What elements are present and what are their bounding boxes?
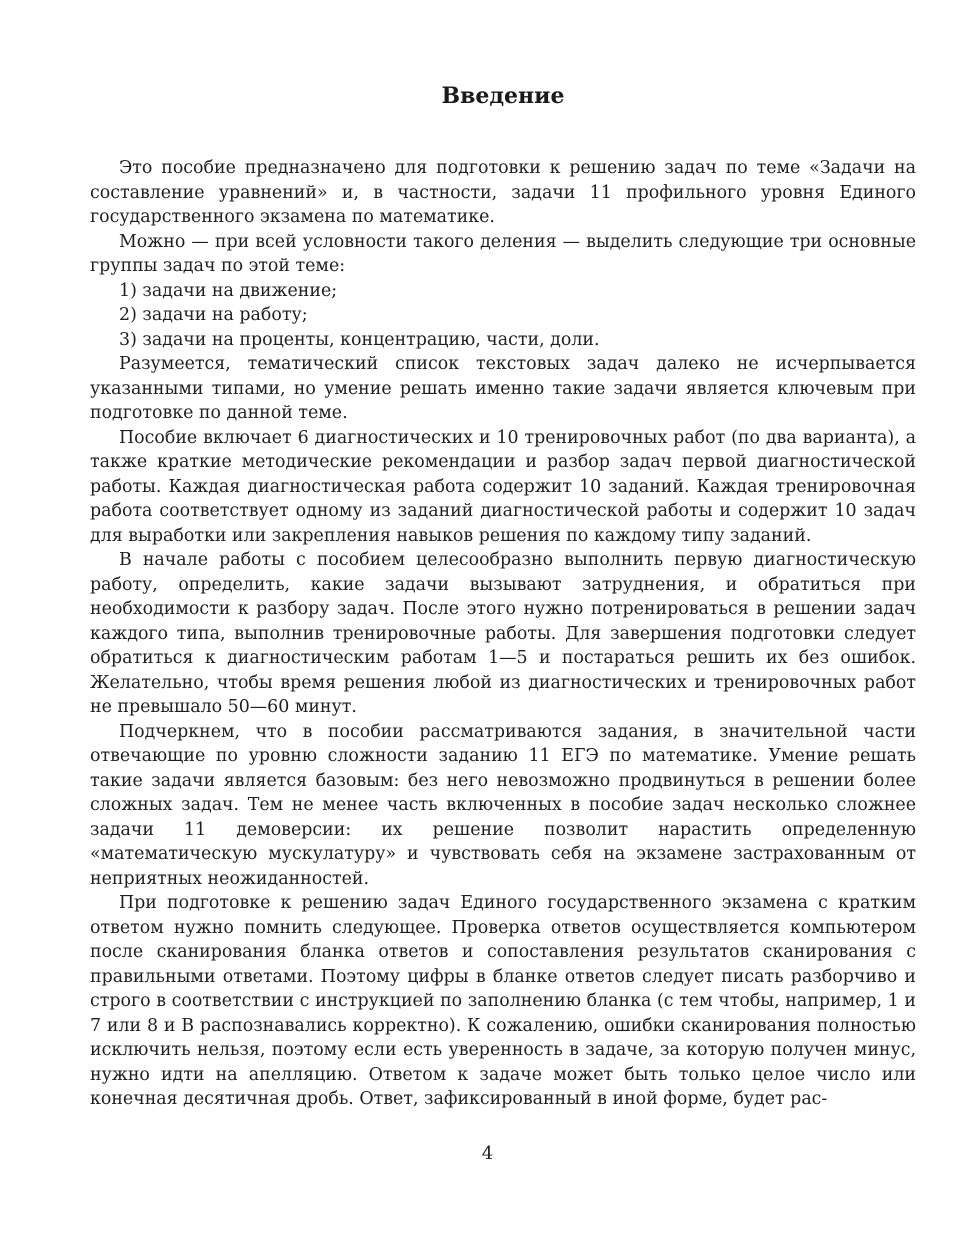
paragraph-method: В начале работы с пособием целесообразно выполнить первую диагностическую работу, определить, какие задачи вызывают затруднения, и обратиться при необходимости к разбору задач. После этого нужно потренироваться в решении задач каждого типа, выполнив тренировочные работы. Для завершения подготовки следует обратиться к диагностическим работам 1—5 и постараться решить их без ошибок. Желательно, чтобы время решения любой из диагностических и тренировочных работ не превышало 50—60 минут. bbox=[90, 550, 916, 717]
page-title: Введение bbox=[441, 83, 565, 109]
paragraph-types: Разумеется, тематический список текстовых задач далеко не исчерпывается указанными типами, но умение решать именно такие задачи является ключевым при подготовке по данной теме. bbox=[90, 354, 916, 423]
task-groups-list bbox=[90, 279, 916, 353]
paragraph-difficulty: Подчеркнем, что в пособии рассматриваются задания, в значительной части отвечающие по уровню сложности заданию 11 ЕГЭ по математике. Умение решать такие задачи является базовым: без него невозможно продвинуться в решении более сложных задач. Тем не менее часть включенных в пособие задач несколько сложнее задачи 11 демоверсии: их решение позволит нарастить определенную «математическую мускулатуру» и чувствовать себя на экзамене застрахованным от неприятных неожиданностей. bbox=[90, 721, 916, 889]
paragraph-contents: Пособие включает 6 диагностических и 10 тренировочных работ (по два варианта), а также краткие методические рекомендации и разбор задач первой диагностической работы. Каждая диагностическая работа содержит 10 заданий. Каждая тренировочная работа соответствует одному из заданий диагностической работы и содержит 10 задач для выработки или закрепления навыков решения по каждому типу заданий. bbox=[90, 427, 916, 546]
list-item: 2) задачи на работу; bbox=[119, 305, 308, 325]
list-item: 3) задачи на проценты, концентрацию, части, доли. bbox=[119, 329, 600, 350]
paragraph-exam-notes: При подготовке к решению задач Единого государственного экзамена с кратким ответом нужно помнить следующее. Проверка ответов осуществляется компьютером после сканирования бланка ответов и сопоставления результатов сканирования с правильными ответами. Поэтому цифры в бланке ответов следует писать разборчиво и строго в соответствии с инструкцией по заполнению бланка (с тем чтобы, например, 1 и 7 или 8 и В распознавались корректно). К сожалению, ошибки сканирования полностью исключить нельзя, поэтому если есть уверенность в задаче, за которую получен минус, нужно идти на апелляцию. Ответом к задаче может быть только целое число или конечная десятичная дробь. Ответ, зафиксированный в иной форме, будет рас- bbox=[90, 893, 916, 1109]
paragraph-groups: Можно — при всей условности такого деления — выделить следующие три основные группы задач по этой теме: bbox=[90, 231, 916, 276]
document-page bbox=[90, 80, 916, 1112]
body-text bbox=[90, 156, 916, 1112]
paragraph-intro: Это пособие предназначено для подготовки к решению задач по теме «Задачи на составление уравнений» и, в частности, задачи 11 профильного уровня Единого государственного экзамена по математике. bbox=[90, 158, 916, 227]
list-item: 1) задачи на движение; bbox=[119, 280, 338, 301]
page-number: 4 bbox=[481, 1143, 494, 1164]
